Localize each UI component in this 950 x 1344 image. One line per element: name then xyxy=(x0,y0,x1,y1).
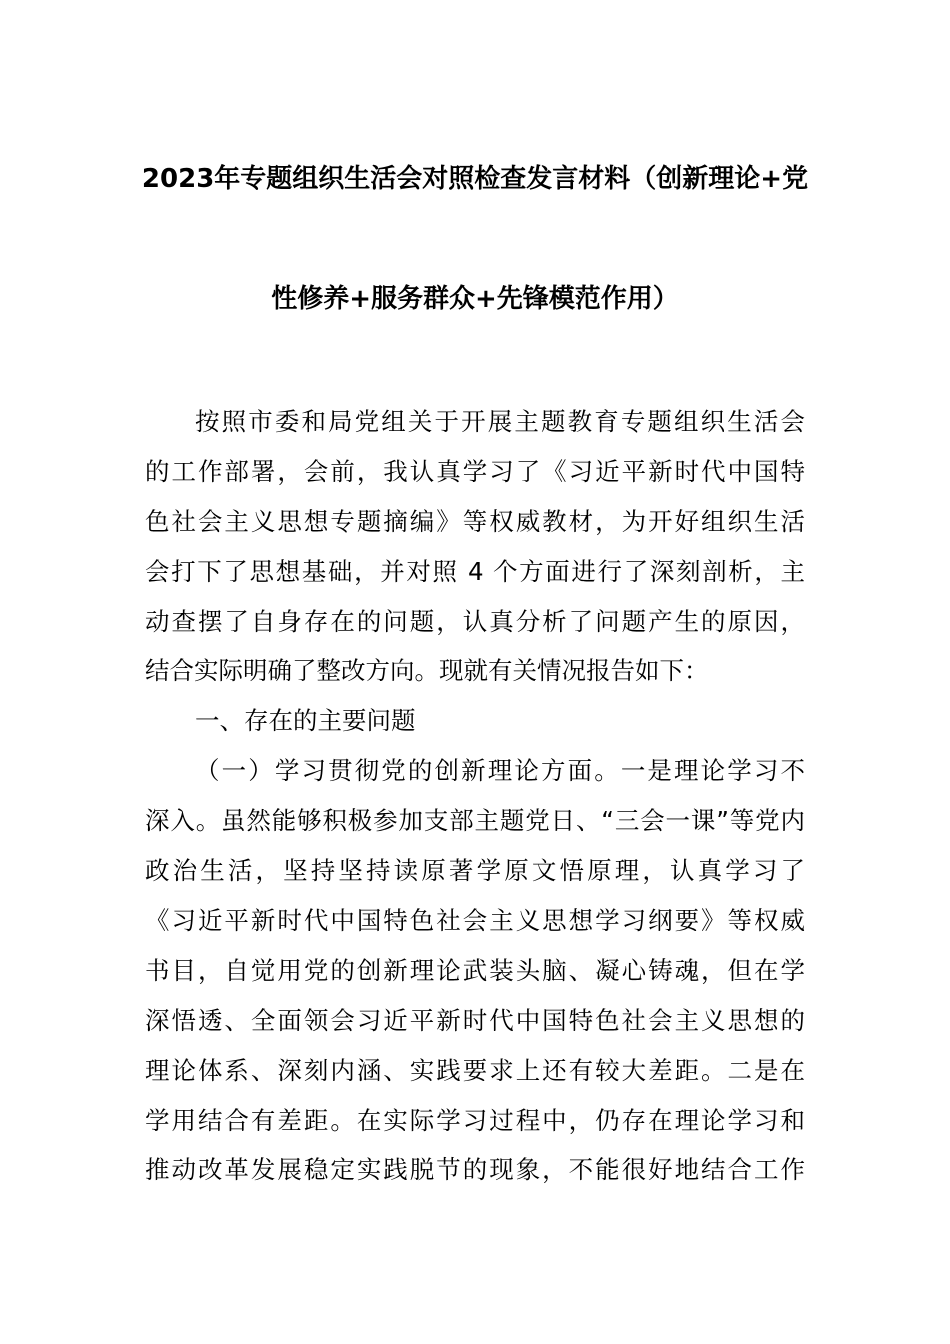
paragraph-line: 理论体系、深刻内涵、实践要求上还有较大差距。二是在 xyxy=(145,1056,805,1085)
paragraph-line: 结合实际明确了整改方向。现就有关情况报告如下： xyxy=(145,656,709,685)
paragraph-line: （一）学习贯彻党的创新理论方面。一是理论学习不 xyxy=(195,756,805,785)
paragraph-line: 深悟透、全面领会习近平新时代中国特色社会主义思想的 xyxy=(145,1006,805,1035)
section-heading: 一、存在的主要问题 xyxy=(195,706,416,735)
paragraph-line: 政治生活，坚持坚持读原著学原文悟原理，认真学习了 xyxy=(145,856,805,885)
paragraph-line: 学用结合有差距。在实际学习过程中，仍存在理论学习和 xyxy=(145,1106,805,1135)
paragraph-line: 《习近平新时代中国特色社会主义思想学习纲要》等权威 xyxy=(145,906,805,935)
paragraph-line: 的工作部署，会前，我认真学习了《习近平新时代中国特 xyxy=(145,457,805,486)
paragraph-line: 动查摆了自身存在的问题，认真分析了问题产生的原因， xyxy=(145,607,805,636)
paragraph-line: 书目，自觉用党的创新理论武装头脑、凝心铸魂，但在学 xyxy=(145,956,805,985)
document-title-line-2: 性修养+服务群众+先锋模范作用） xyxy=(271,284,679,314)
paragraph-line: 按照市委和局党组关于开展主题教育专题组织生活会 xyxy=(195,407,805,436)
paragraph-line: 色社会主义思想专题摘编》等权威教材，为开好组织生活 xyxy=(145,507,805,536)
document-title-line-1: 2023年专题组织生活会对照检查发言材料（创新理论+党 xyxy=(141,164,809,194)
paragraph-line: 深入。虽然能够积极参加支部主题党日、“三会一课”等党内 xyxy=(145,806,805,835)
paragraph-line: 会打下了思想基础，并对照 4 个方面进行了深刻剖析，主 xyxy=(145,557,805,586)
paragraph-line: 推动改革发展稳定实践脱节的现象，不能很好地结合工作 xyxy=(145,1155,805,1184)
